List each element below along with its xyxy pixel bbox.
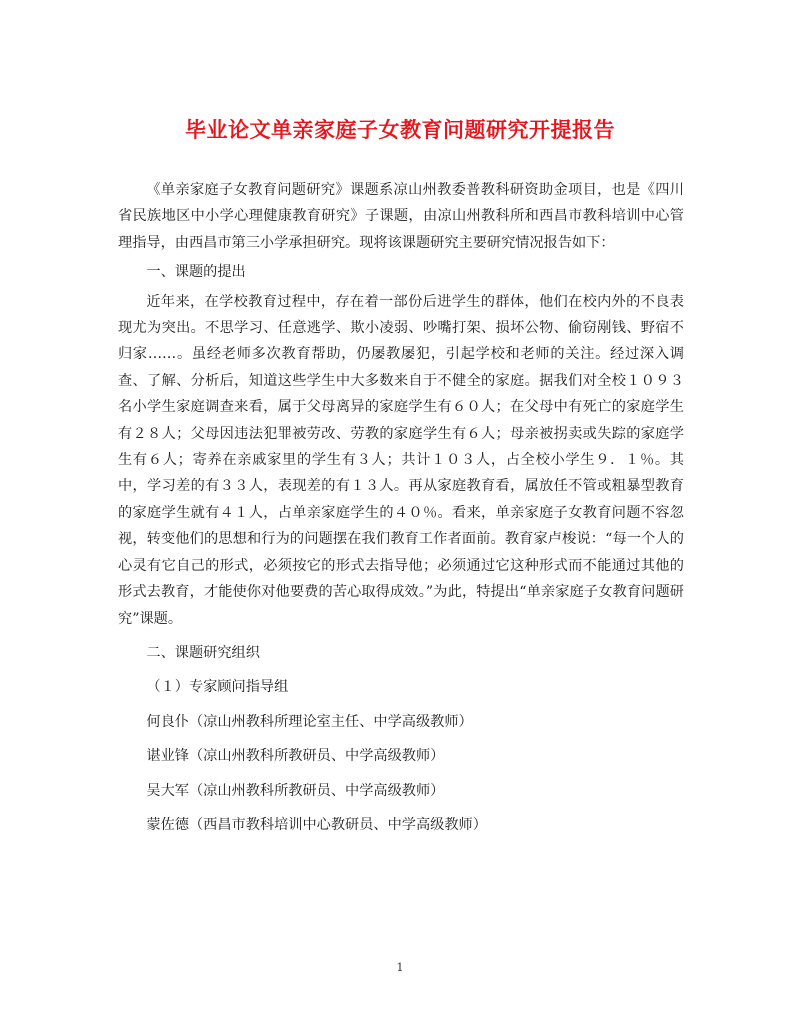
section-heading-organization: 二、课题研究组织	[146, 644, 260, 661]
document-title: 毕业论文单亲家庭子女教育问题研究开提报告	[185, 117, 615, 142]
expert-member-2: 谌业锋（凉山州教科所教研员、中学高级教师）	[146, 748, 445, 765]
expert-member-1: 何良仆（凉山州教科所理论室主任、中学高级教师）	[146, 713, 473, 730]
subsection-heading-experts: （１）专家顾问指导组	[146, 679, 289, 696]
background-paragraph: 近年来，在学校教育过程中，存在着一部份后进学生的群体，他们在校内外的不良表现尤为突出。不思学习、任意逃学、欺小凌弱、吵嘴打架、损坏公物、偷窃剐钱、野宿不归家……。虽经老师多次教育帮助，仍屡教屡犯，引起学校和老师的关注。经过深入调查、了解、分析后，知道这些学生中大多数来自于不健全的家庭。据我们对全校１０９３名小学生家庭调查来看，属于父母离异的家庭学生有６０人；在父母中有死亡的家庭学生有２８人；父母因违法犯罪被劳改、劳教的家庭学生有６人；母亲被拐卖或失踪的家庭学生有６人；寄养在亲戚家里的学生有３人；共计１０３人，占全校小学生９．１％。其中，学习差的有３３人，表现差的有１３人。再从家庭教育看，属放任不管或粗暴型教育的家庭学生就有４１人，占单亲家庭学生的４０％。看来，单亲家庭子女教育问题不容忽视，转变他们的思想和行为的问题摆在我们教育工作者面前。教育家卢梭说：“每一个人的心灵有它自己的形式，必须按它的形式去指导他；必须通过它这种形式而不能通过其他的形式去教育，才能使你对他要费的苦心取得成效。”为此，特提出“单亲家庭子女教育问题研究”课题。	[118, 293, 684, 627]
document-body	[118, 177, 684, 838]
section-heading-background: 一、课题的提出	[146, 264, 246, 281]
page-number: 1	[396, 961, 404, 974]
intro-paragraph: 《单亲家庭子女教育问题研究》课题系凉山州教委普教科研资助金项目，也是《四川省民族地区中小学心理健康教育研究》子课题，由凉山州教科所和西昌市教科培训中心管理指导，由西昌市第三小学承担研究。现将该课题研究主要研究情况报告如下：	[118, 182, 684, 251]
expert-member-3: 吴大军（凉山州教科所教研员、中学高级教师）	[146, 782, 445, 799]
expert-member-4: 蒙佐德（西昌市教科培训中心教研员、中学高级教师）	[146, 816, 487, 833]
